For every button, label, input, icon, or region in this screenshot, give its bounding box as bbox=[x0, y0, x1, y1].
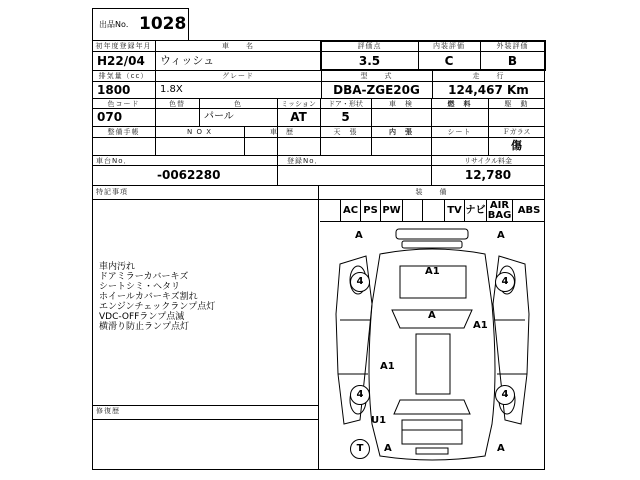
exterior-score-value: B bbox=[507, 54, 518, 68]
nox-label: N O X bbox=[187, 128, 212, 136]
reg-date-value: H22/04 bbox=[97, 54, 145, 68]
inspection-label: 車 検 bbox=[389, 100, 413, 108]
chassis-label: 車台No． bbox=[96, 157, 132, 165]
interior-score-label: 内装評価 bbox=[433, 42, 465, 50]
note-line: VDC-OFFランプ点滅 bbox=[99, 312, 185, 322]
fuel-label: 燃 料 bbox=[447, 100, 472, 108]
equip-item bbox=[402, 200, 422, 222]
repair-history-label: 修復歴 bbox=[96, 407, 120, 415]
equipment-row bbox=[320, 200, 545, 222]
damage-mark: A bbox=[497, 230, 505, 241]
listing-label: 出品No． bbox=[99, 20, 134, 29]
note-line: 車内汚れ bbox=[99, 262, 136, 272]
note-line: エンジンチェックランプ点灯 bbox=[99, 302, 216, 312]
roof-label: 天 張 bbox=[333, 128, 358, 136]
score-value: 3.5 bbox=[358, 54, 381, 68]
seat-label: シート bbox=[447, 128, 472, 136]
recycle-fee-label: リサイクル料金 bbox=[463, 157, 513, 165]
note-line: シートシミ・ヘタリ bbox=[99, 282, 181, 292]
history-label: 車 歴 bbox=[270, 128, 294, 136]
mission-value: AT bbox=[290, 110, 307, 124]
exterior-score-label: 外装評価 bbox=[496, 42, 529, 50]
damage-mark: A bbox=[384, 443, 392, 454]
damage-mark: A bbox=[497, 443, 505, 454]
equipment-label: 装 備 bbox=[415, 188, 448, 196]
front-glass-value: 傷 bbox=[511, 139, 522, 152]
damage-mark: A1 bbox=[380, 361, 395, 372]
equip-item: AC bbox=[340, 200, 360, 222]
tire-tread-mark: 4 bbox=[350, 385, 370, 405]
doors-value: 5 bbox=[341, 110, 350, 124]
reg-date-label: 初年度登録年月 bbox=[95, 42, 152, 50]
doors-label: ドア・形状 bbox=[328, 100, 363, 108]
car-diagram bbox=[320, 224, 545, 470]
color-code-value: 070 bbox=[97, 110, 123, 124]
equip-item: AIR BAG bbox=[487, 200, 512, 221]
grade-label: グレード bbox=[222, 72, 254, 80]
color-value: パール bbox=[204, 111, 234, 122]
interior-score-value: C bbox=[444, 54, 454, 68]
damage-mark: A bbox=[355, 230, 363, 241]
tire-tread-mark: 4 bbox=[495, 272, 515, 292]
color-change-label: 色替 bbox=[169, 100, 185, 108]
damage-mark: A1 bbox=[425, 266, 440, 277]
front-glass-label: Ｆガラス bbox=[502, 128, 531, 136]
grade-value: 1.8X bbox=[160, 84, 183, 95]
equip-item: ナビ bbox=[464, 200, 486, 222]
damage-mark: A bbox=[428, 310, 436, 321]
displacement-label: 排気量（cc） bbox=[98, 72, 149, 80]
car-name-label: 車 名 bbox=[222, 42, 254, 50]
drive-label: 駆 動 bbox=[504, 100, 529, 108]
mileage-label: 走 行 bbox=[472, 72, 505, 80]
equip-item bbox=[422, 200, 442, 222]
color-code-label: 色コード bbox=[107, 100, 140, 108]
recycle-fee-value: 12,780 bbox=[464, 168, 512, 182]
color-label: 色 bbox=[234, 100, 242, 108]
note-line: ドアミラーカバーキズ bbox=[99, 272, 189, 282]
damage-mark: U1 bbox=[371, 415, 387, 426]
chassis-value: -0062280 bbox=[157, 168, 221, 182]
spare-tire-mark: T bbox=[350, 439, 370, 459]
mileage-value: 124,467 Km bbox=[448, 83, 529, 97]
equip-item: PS bbox=[360, 200, 380, 222]
interior-trim-label: 内 張 bbox=[389, 128, 413, 136]
tire-tread-mark: 4 bbox=[495, 385, 515, 405]
car-name-value: ウィッシュ bbox=[160, 54, 215, 67]
listing-number: 1028 bbox=[139, 14, 187, 34]
registration-no-label: 登録No． bbox=[287, 157, 323, 165]
damage-mark: A1 bbox=[473, 320, 488, 331]
score-label: 評価点 bbox=[357, 42, 382, 50]
tire-tread-mark: 4 bbox=[350, 272, 370, 292]
displacement-value: 1800 bbox=[97, 83, 131, 97]
notes-list bbox=[99, 262, 215, 332]
equip-item: PW bbox=[380, 200, 402, 222]
maintenance-book-label: 整備手帳 bbox=[107, 128, 140, 136]
note-line: ホイールカバーキズ割れ bbox=[99, 292, 198, 302]
mission-label: ミッション bbox=[281, 100, 316, 108]
equip-item: ABS bbox=[512, 200, 545, 222]
listing-number-box bbox=[92, 8, 189, 40]
note-line: 横滑り防止ランプ点灯 bbox=[99, 322, 190, 332]
model-label: 型 式 bbox=[360, 72, 393, 80]
model-value: DBA-ZGE20G bbox=[333, 83, 420, 97]
equip-item: TV bbox=[444, 200, 464, 222]
notes-label: 特記事項 bbox=[96, 188, 128, 196]
